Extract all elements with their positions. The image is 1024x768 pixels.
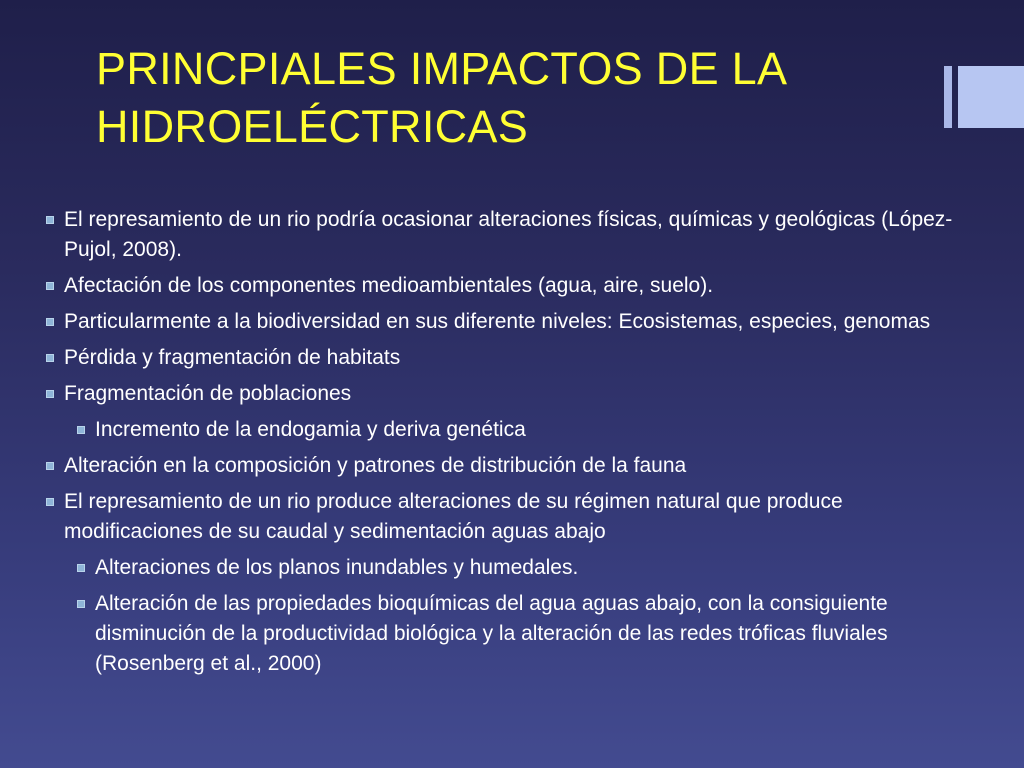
bullet-item [44, 307, 974, 337]
bullet-text: Pérdida y fragmentación de habitats [64, 346, 401, 369]
title-decoration-wide-bar [958, 66, 1024, 128]
sub-bullet-item [44, 415, 974, 445]
bullet-text: Alteración en la composición y patrones de distribución de la fauna [64, 454, 687, 477]
bullet-item [44, 271, 974, 301]
square-bullet-icon [46, 282, 54, 290]
title-decoration-thin-bar [944, 66, 952, 128]
square-bullet-icon [46, 390, 54, 398]
square-bullet-icon [77, 426, 85, 434]
square-bullet-icon [77, 600, 85, 608]
square-bullet-icon [46, 354, 54, 362]
bullet-item [44, 487, 974, 547]
square-bullet-icon [46, 216, 54, 224]
sub-bullet-text: Alteración de las propiedades bioquímicas del agua aguas abajo, con la consiguiente disminución de la productividad biológica y la alteración de las redes tróficas fluviales (Rosenberg et al., 2000) [95, 592, 888, 675]
bullet-item [44, 379, 974, 409]
bullet-item [44, 343, 974, 373]
sub-bullet-item [44, 589, 974, 679]
slide-title-line-1: PRINCPIALES IMPACTOS DE LA [96, 43, 788, 94]
sub-bullet-text: Alteraciones de los planos inundables y humedales. [95, 556, 579, 579]
bullet-text: Particularmente a la biodiversidad en sus diferente niveles: Ecosistemas, especies, genomas [64, 310, 931, 333]
sub-bullet-item [44, 553, 974, 583]
bullet-text: Afectación de los componentes medioambientales (agua, aire, suelo). [64, 274, 714, 297]
bullet-item [44, 451, 974, 481]
bullet-text: El represamiento de un rio produce alteraciones de su régimen natural que produce modificaciones de su caudal y sedimentación aguas abajo [64, 490, 843, 543]
square-bullet-icon [77, 564, 85, 572]
bullet-text: Fragmentación de poblaciones [64, 382, 352, 405]
sub-bullet-text: Incremento de la endogamia y deriva genética [95, 418, 526, 441]
slide-title [96, 40, 916, 156]
slide-title-line-2: HIDROELÉCTRICAS [96, 101, 529, 152]
square-bullet-icon [46, 318, 54, 326]
square-bullet-icon [46, 462, 54, 470]
bullet-item [44, 205, 974, 265]
bullet-text: El represamiento de un rio podría ocasionar alteraciones físicas, químicas y geológicas (López-Pujol, 2008). [64, 208, 953, 261]
bullet-list [44, 205, 974, 685]
square-bullet-icon [46, 498, 54, 506]
